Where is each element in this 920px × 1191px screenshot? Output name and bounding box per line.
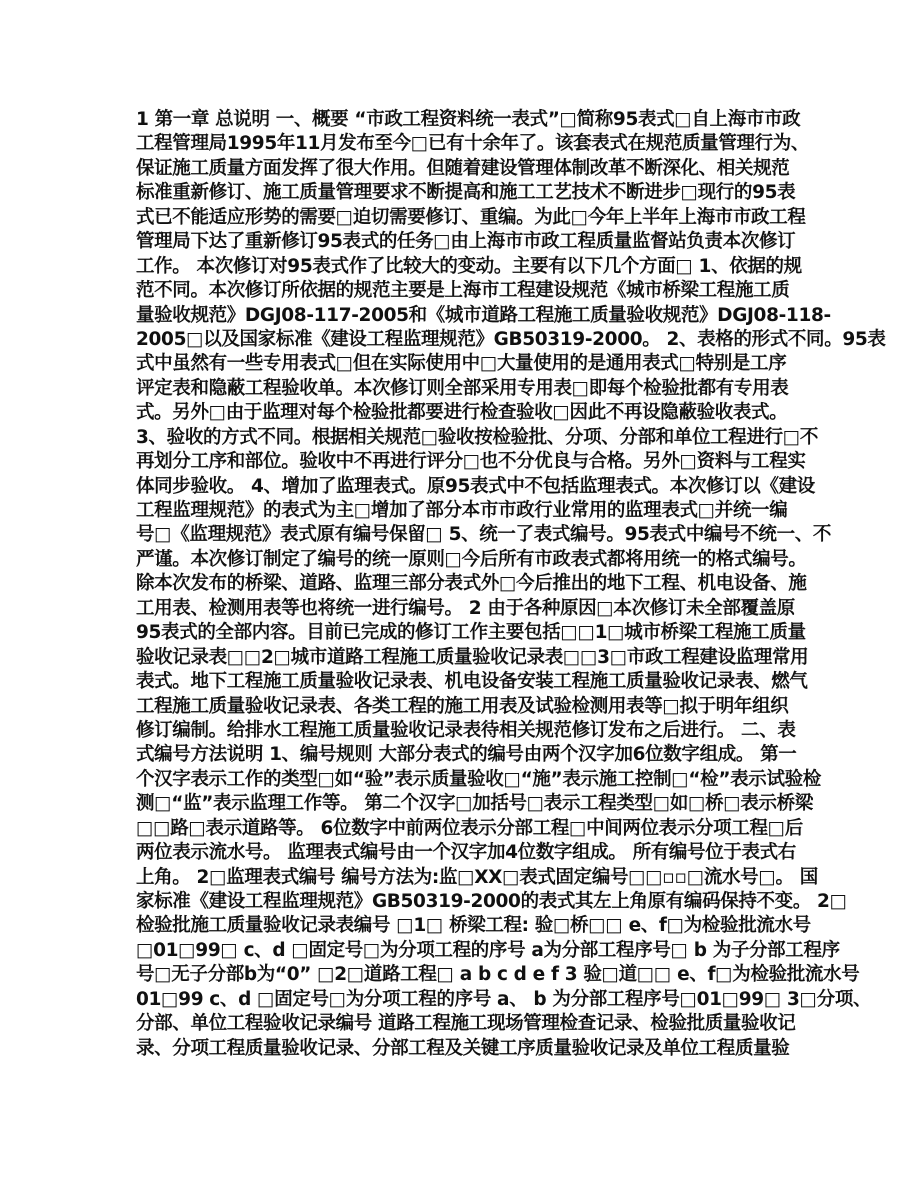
text-line: 工程监理规范》的表式为主□增加了部分本市市政行业常用的监理表式□并统一编 [136, 500, 788, 521]
text-line: □□路□表示道路等。 6位数字中前两位表示分部工程□中间两位表示分项工程□后 [136, 817, 803, 839]
text-line: 分部、单位工程验收记录编号 道路工程施工现场管理检查记录、检验批质量验收记 [136, 1013, 796, 1035]
text-line: 1 第一章 总说明 一、概要 “市政工程资料统一表式”□简称95表式□自上海市市政 [136, 109, 801, 130]
text-line: 01□99 c、d □固定号□为分项工程的序号 a、 b 为分部工程序号□01□99□ 3□分项、 [136, 988, 872, 1010]
text-line: 95表式的全部内容。目前已完成的修订工作主要包括□□1□城市桥梁工程施工质量 [136, 622, 806, 644]
text-line: 体同步验收。 4、增加了监理表式。原95表式中不包括监理表式。本次修订以《建设 [136, 475, 815, 497]
text-line: 修订编制。给排水工程施工质量验收记录表待相关规范修订发布之后进行。 二、表 [136, 719, 796, 741]
text-line: 两位表示流水号。 监理表式编号由一个汉字加4位数字组成。 所有编号位于表式右 [136, 842, 796, 864]
text-line: 工作。 本次修订对95表式作了比较大的变动。主要有以下几个方面□ 1、依据的规 [136, 255, 802, 277]
text-line: 3、验收的方式不同。根据相关规范□验收按检验批、分项、分部和单位工程进行□不 [136, 426, 819, 448]
text-line: 式中虽然有一些专用表式□但在实际使用中□大量使用的是通用表式□特别是工序 [136, 353, 787, 375]
text-line: 范不同。本次修订所依据的规范主要是上海市工程建设规范《城市桥梁工程施工质 [136, 280, 790, 302]
text-line: 检验批施工质量验收记录表编号 □1□ 桥梁工程: 验□桥□□ e、f□为检验批流水号 [136, 915, 811, 937]
text-line: 2005□以及国家标准《建设工程监理规范》GB50319-2000。 2、表格的形式不同。95表 [136, 328, 886, 350]
text-line: 再划分工序和部位。验收中不再进行评分□也不分优良与合格。另外□资料与工程实 [136, 451, 806, 473]
text-line: 保证施工质量方面发挥了很大作用。但随着建设管理体制改革不断深化、相关规范 [136, 157, 790, 179]
text-line: 量验收规范》DGJ08-117-2005和《城市道路工程施工质量验收规范》DGJ08-118- [136, 304, 831, 326]
text-line: 家标准《建设工程监理规范》GB50319-2000的表式其左上角原有编码保持不变。 2□ [136, 891, 847, 912]
text-line: 验收记录表□□2□城市道路工程施工质量验收记录表□□3□市政工程建设监理常用 [136, 646, 809, 668]
text-line: 工程施工质量验收记录表、各类工程的施工用表及试验检测用表等□拟于明年组织 [136, 695, 789, 717]
text-line: 严谨。本次修订制定了编号的统一原则□今后所有市政表式都将用统一的格式编号。 [136, 548, 807, 570]
text-line: 工程管理局1995年11月发布至今□已有十余年了。该套表式在规范质量管理行为、 [136, 133, 810, 155]
text-line: 评定表和隐蔽工程验收单。本次修订则全部采用专用表□即每个检验批都有专用表 [136, 377, 789, 399]
text-line: 式。另外□由于监理对每个检验批都要进行检查验收□因此不再设隐蔽验收表式。 [136, 402, 788, 424]
text-line: 工用表、检测用表等也将统一进行编号。 2 由于各种原因□本次修订未全部覆盖原 [136, 597, 795, 619]
text-line: 个汉字表示工作的类型□如“验”表示质量验收□“施”表示施工控制□“检”表示试验检 [136, 768, 821, 790]
text-line: 上角。 2□监理表式编号 编号方法为:监□XX□表式固定编号□□▫▫□流水号□。 国 [136, 866, 818, 888]
text-line: 录、分项工程质量验收记录、分部工程及关键工序质量验收记录及单位工程质量验 [136, 1037, 790, 1059]
text-line: 除本次发布的桥梁、道路、监理三部分表式外□今后推出的地下工程、机电设备、施 [136, 573, 807, 595]
text-line: □01□99□ c、d □固定号□为分项工程的序号 a为分部工程序号□ b 为子分部工程序 [136, 939, 840, 961]
text-line: 测□“监”表示监理工作等。 第二个汉字□加括号□表示工程类型□如□桥□表示桥梁 [136, 793, 813, 815]
text-line: 管理局下达了重新修订95表式的任务□由上海市市政工程质量监督站负责本次修订 [136, 231, 796, 253]
text-line: 式编号方法说明 1、编号规则 大部分表式的编号由两个汉字加6位数字组成。 第一 [136, 744, 797, 766]
document-body [136, 108, 886, 1061]
text-line: 标准重新修订、施工质量管理要求不断提高和施工工艺技术不断进步□现行的95表 [136, 182, 796, 204]
text-line: 号□《监理规范》表式原有编号保留□ 5、统一了表式编号。95表式中编号不统一、不 [136, 524, 832, 546]
text-line: 表式。地下工程施工质量验收记录表、机电设备安装工程施工质量验收记录表、燃气 [136, 671, 808, 693]
text-line: 号□无子分部b为“0” □2□道路工程□ a b c d e f 3 验□道□□ e、f□为检验批流水号 [136, 964, 860, 986]
text-line: 式已不能适应形势的需要□迫切需要修订、重编。为此□今年上半年上海市市政工程 [136, 206, 806, 228]
